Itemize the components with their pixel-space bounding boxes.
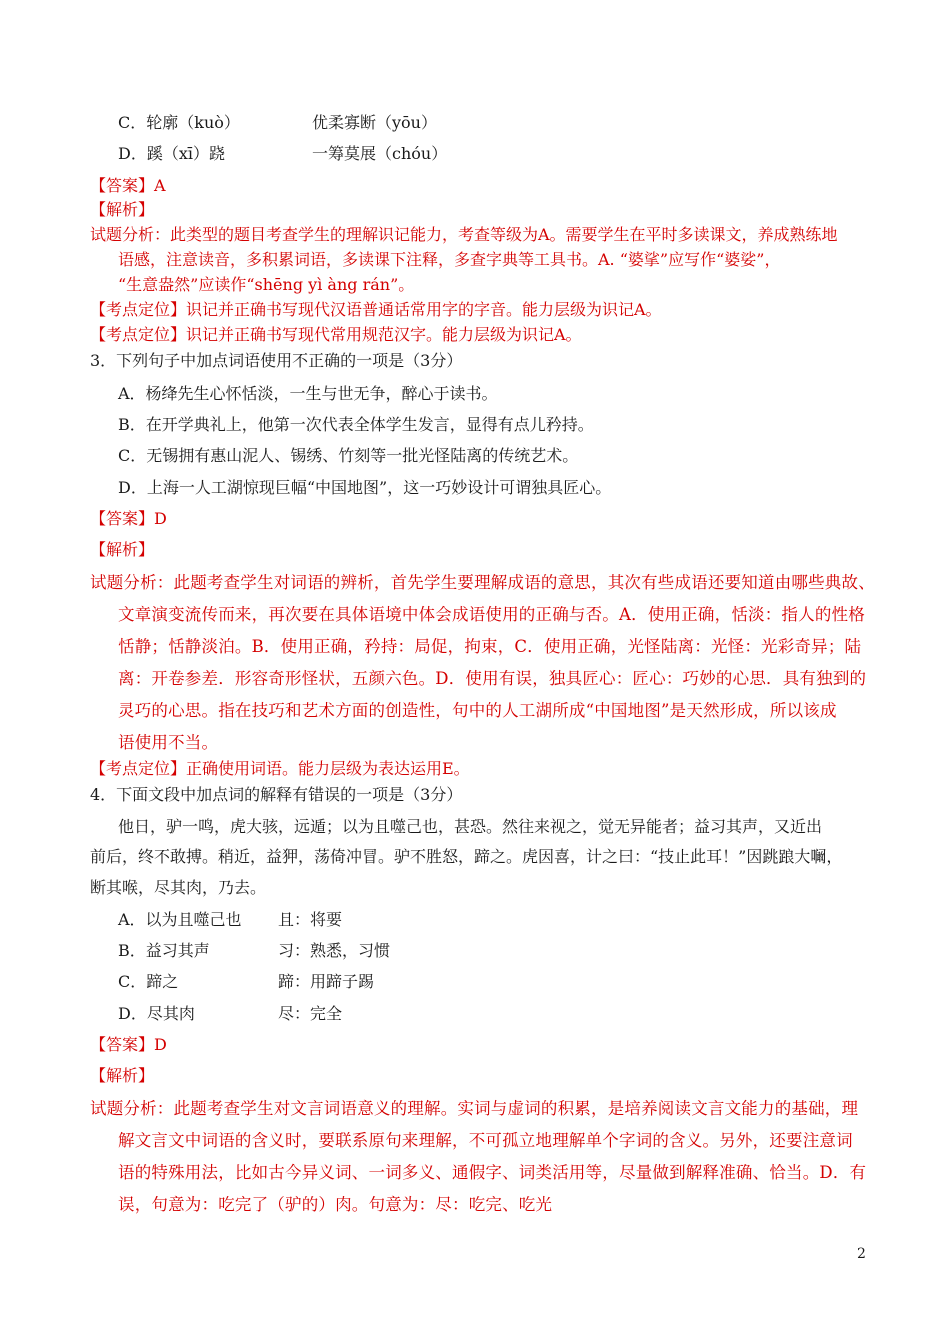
q2-answer: 【答案】A	[90, 176, 166, 195]
page-number: 2	[857, 1246, 866, 1262]
q3-answer: 【答案】D	[90, 509, 167, 528]
q3-analysis-line-4: 离：开卷参差．形容奇形怪状，五颜六色。D．使用有误，独具匠心：匠心：巧妙的心思．具有独到的	[118, 669, 867, 688]
q3-option-b: B．在开学典礼上，他第一次代表全体学生发言，显得有点儿矜持。	[118, 415, 594, 434]
q4-passage-line-1: 他日，驴一鸣，虎大骇，远遁；以为且噬己也，甚恐。然往来视之，觉无异能者；益习其声，又近出	[118, 817, 823, 836]
q3-analysis-line-1: 试题分析：此题考查学生对词语的辨析，首先学生要理解成语的意思，其次有些成语还要知道由哪些典故、	[90, 573, 875, 592]
q3-option-d: D．上海一人工湖惊现巨幅“中国地图”，这一巧妙设计可谓独具匠心。	[118, 478, 612, 497]
q4-stem: 4．下面文段中加点词的解释有错误的一项是（3分）	[90, 785, 463, 804]
q4-option-d: D．尽其肉	[118, 1004, 195, 1023]
q3-analysis-line-6: 语使用不当。	[118, 733, 219, 752]
q4-option-b-gloss: 习：熟悉，习惯	[278, 941, 391, 960]
q3-kaodian: 【考点定位】正确使用词语。能力层级为表达运用E。	[90, 759, 470, 778]
q4-option-a-gloss: 且：将要	[278, 910, 343, 929]
q3-analysis-line-3: 恬静；恬静淡泊。B．使用正确，矜持：局促，拘束，C．使用正确，光怪陆离：光怪：光彩奇异；陆	[118, 637, 862, 656]
q2-analysis-line-1: 试题分析：此类型的题目考查学生的理解识记能力，考查等级为A。需要学生在平时多读课文，养成熟练地	[90, 225, 838, 244]
q4-option-d-gloss: 尽：完全	[278, 1004, 343, 1023]
q2-option-c	[118, 112, 240, 134]
q4-option-a: A．以为且噬己也	[118, 910, 242, 929]
q3-analysis-line-2: 文章演变流传而来，再次要在具体语境中体会成语使用的正确与否。A．使用正确，恬淡：指人的性格	[118, 605, 865, 624]
q2-kaodian-1: 【考点定位】识记并正确书写现代汉语普通话常用字的字音。能力层级为识记A。	[90, 300, 662, 319]
q2-kaodian-2: 【考点定位】识记并正确书写现代常用规范汉字。能力层级为识记A。	[90, 325, 582, 344]
q4-analysis-line-3: 语的特殊用法，比如古今异义词、一词多义、通假字、词类活用等，尽量做到解释准确、恰当。D．有	[118, 1163, 867, 1182]
q2-option-d-2	[312, 143, 447, 165]
q3-stem: 3．下列句子中加点词语使用不正确的一项是（3分）	[90, 351, 463, 370]
q2-option-d-part1: D．蹊（xī）跷	[118, 144, 225, 163]
q2-analysis-head: 【解析】	[90, 200, 155, 219]
q4-option-c-gloss: 蹄：用蹄子踢	[278, 972, 375, 991]
q2-option-c-part2: 优柔寡断（yōu）	[312, 113, 437, 132]
q4-answer: 【答案】D	[90, 1035, 167, 1054]
q4-analysis-line-4: 误，句意为：吃完了（驴的）肉。句意为：尽：吃完、吃光	[118, 1195, 553, 1214]
q4-option-c: C．蹄之	[118, 972, 179, 991]
q4-analysis-head: 【解析】	[90, 1066, 155, 1085]
q2-option-c-part1: C．轮廓（kuò）	[118, 113, 240, 132]
q3-analysis-line-5: 灵巧的心思。指在技巧和艺术方面的创造性，句中的人工湖所成“中国地图”是天然形成，所以该成	[118, 701, 837, 720]
q2-option-d	[118, 143, 225, 165]
q3-option-c: C．无锡拥有惠山泥人、锡绣、竹刻等一批光怪陆离的传统艺术。	[118, 446, 579, 465]
q2-analysis-line-3: “生意盎然”应读作“shēng yì àng rán”。	[118, 275, 415, 294]
q4-passage-line-3: 断其喉，尽其肉，乃去。	[90, 878, 267, 897]
q4-option-b: B．益习其声	[118, 941, 210, 960]
q3-analysis-head: 【解析】	[90, 540, 155, 559]
q2-option-d-part2: 一筹莫展（chóu）	[312, 144, 448, 163]
q3-option-a: A．杨绛先生心怀恬淡，一生与世无争，醉心于读书。	[118, 384, 498, 403]
q4-passage-line-2: 前后，终不敢搏。稍近，益狎，荡倚冲冒。驴不胜怒，蹄之。虎因喜，计之曰：“技止此耳！”因跳踉大㘎，	[90, 847, 843, 866]
q4-analysis-line-1: 试题分析：此题考查学生对文言词语意义的理解。实词与虚词的积累，是培养阅读文言文能力的基础，理	[90, 1099, 859, 1118]
q2-analysis-line-2: 语感，注意读音，多积累词语，多读课下注释，多查字典等工具书。A. “婆挲”应写作“婆娑”，	[118, 250, 781, 269]
q2-option-c-2	[312, 112, 437, 134]
q4-analysis-line-2: 解文言文中词语的含义时，要联系原句来理解，不可孤立地理解单个字词的含义。另外，还要注意词	[118, 1131, 853, 1150]
